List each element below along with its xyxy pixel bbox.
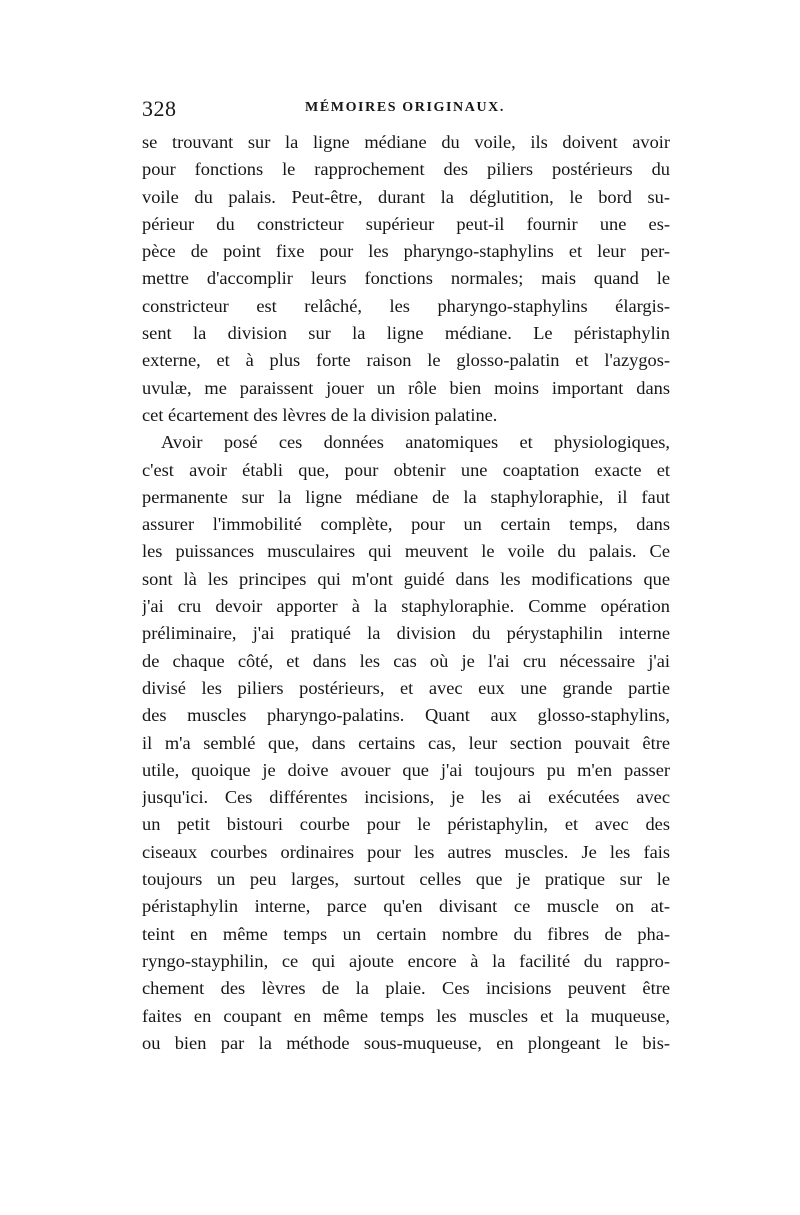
text-line: péristaphylin interne, parce qu'en divisant ce muscle on at- bbox=[142, 896, 670, 917]
text-line: ciseaux courbes ordinaires pour les autres muscles. Je les fais bbox=[142, 841, 670, 862]
text-line: sont là les principes qui m'ont guidé dans les modifications que bbox=[142, 568, 670, 589]
paragraph-first-line: Avoir posé ces données anatomiques et physiologiques, bbox=[161, 432, 670, 453]
text-line: pèce de point fixe pour les pharyngo-staphylins et leur per- bbox=[142, 241, 670, 262]
text-line: teint en même temps un certain nombre du fibres de pha- bbox=[142, 923, 670, 944]
text-line: sent la division sur la ligne médiane. Le péristaphylin bbox=[142, 323, 670, 344]
text-line: des muscles pharyngo-palatins. Quant aux glosso-staphylins, bbox=[142, 705, 670, 726]
text-line: toujours un peu larges, surtout celles que je pratique sur le bbox=[142, 869, 670, 890]
text-line: constricteur est relâché, les pharyngo-staphylins élargis- bbox=[142, 295, 670, 316]
text-line: mettre d'accomplir leurs fonctions normales; mais quand le bbox=[142, 268, 670, 289]
text-line: externe, et à plus forte raison le glosso-palatin et l'azygos- bbox=[142, 350, 670, 371]
text-line: il m'a semblé que, dans certains cas, leur section pouvait être bbox=[142, 732, 670, 753]
text-line: pour fonctions le rapprochement des piliers postérieurs du bbox=[142, 159, 670, 180]
text-line: jusqu'ici. Ces différentes incisions, je les ai exécutées avec bbox=[142, 787, 670, 808]
running-head bbox=[142, 96, 672, 120]
text-line: se trouvant sur la ligne médiane du voile, ils doivent avoir bbox=[142, 132, 670, 152]
text-line: divisé les piliers postérieurs, et avec eux une grande partie bbox=[142, 677, 670, 698]
text-line: j'ai cru devoir apporter à la staphyloraphie. Comme opération bbox=[142, 596, 670, 617]
text-line: les puissances musculaires qui meuvent le voile du palais. Ce bbox=[142, 541, 670, 562]
text-line: ryngo-stayphilin, ce qui ajoute encore à la facilité du rappro- bbox=[142, 950, 670, 971]
text-line: ou bien par la méthode sous-muqueuse, en plongeant le bis- bbox=[142, 1032, 670, 1053]
text-line: uvulæ, me paraissent jouer un rôle bien moins important dans bbox=[142, 377, 670, 398]
running-title: MÉMOIRES ORIGINAUX. bbox=[305, 100, 505, 115]
body-text bbox=[142, 129, 670, 1057]
text-line: assurer l'immobilité complète, pour un certain temps, dans bbox=[142, 514, 670, 535]
text-line: chement des lèvres de la plaie. Ces incisions peuvent être bbox=[142, 978, 670, 999]
text-line: faites en coupant en même temps les muscles et la muqueuse, bbox=[142, 1005, 670, 1026]
text-line: préliminaire, j'ai pratiqué la division du pérystaphilin interne bbox=[142, 623, 670, 644]
text-line: de chaque côté, et dans les cas où je l'ai cru nécessaire j'ai bbox=[142, 650, 670, 671]
text-line: voile du palais. Peut-être, durant la déglutition, le bord su- bbox=[142, 186, 670, 207]
page-number: 328 bbox=[142, 96, 177, 121]
text-line: c'est avoir établi que, pour obtenir une coaptation exacte et bbox=[142, 459, 670, 480]
text-line: permanente sur la ligne médiane de la staphyloraphie, il faut bbox=[142, 486, 670, 507]
text-line: un petit bistouri courbe pour le péristaphylin, et avec des bbox=[142, 814, 670, 835]
text-line: cet écartement des lèvres de la division palatine. bbox=[142, 404, 498, 425]
text-line: périeur du constricteur supérieur peut-il fournir une es- bbox=[142, 213, 670, 234]
text-line: utile, quoique je doive avouer que j'ai toujours pu m'en passer bbox=[142, 759, 670, 780]
